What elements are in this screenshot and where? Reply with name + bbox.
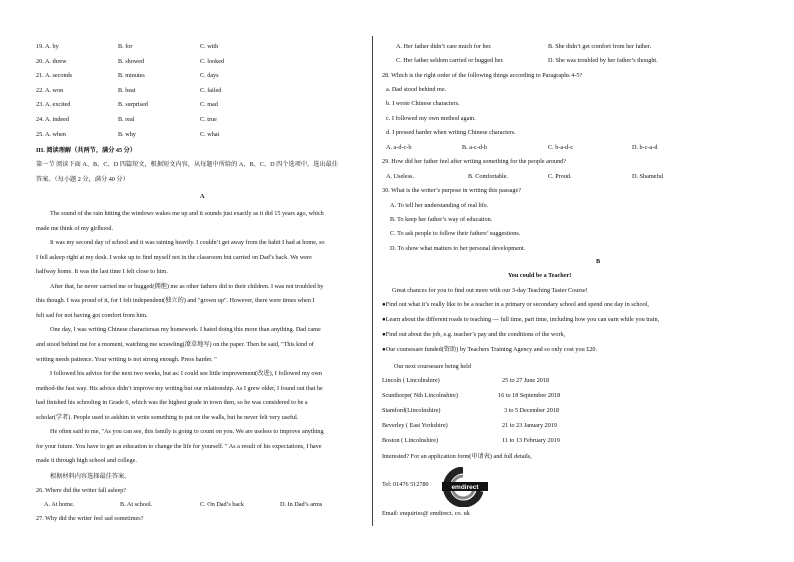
cloze-option-b[interactable]: B. showed <box>118 57 145 65</box>
q28-item: d. I pressed harder when writing Chinese characters. <box>386 129 516 136</box>
cloze-option-c[interactable]: C. what <box>200 130 220 138</box>
section-title: III. 阅读理解（共两节，满分 45 分） <box>36 147 137 154</box>
passage-b-title: You could be a Teacher! <box>508 272 572 279</box>
passage-a-line: One day, I was writing Chinese charactersas my homework. I hated doing this more than anything. Dad came <box>50 326 321 334</box>
passage-a-line: The sound of the rain hitting the windows wakes me up and it sounds just exactly as it did 15 years ago, which <box>50 210 324 217</box>
cloze-option-c[interactable]: C. days <box>200 72 219 80</box>
course-date: 21 to 23 January 2019 <box>502 422 557 429</box>
q29-option-b[interactable]: B. Comfortable. <box>468 173 509 180</box>
course-location: Scunthorpe( Nth Lincolnshire) <box>382 392 458 399</box>
q27-option-d[interactable]: D. She was troubled by her father’s thought. <box>548 57 658 64</box>
cloze-option-a[interactable]: 19. A. by <box>36 43 59 50</box>
course-location: Boston ( Lincolnshire) <box>382 437 439 444</box>
passage-a-line: scholar(学者). People used to askhim to write something to put on the walls, but he never felt very useful. <box>36 413 299 421</box>
course-location: Lincoln ( Lincolnshire) <box>382 377 440 384</box>
telephone: Tel: 01476 512780 <box>382 481 429 488</box>
benefit-item: ●Our coursesare funded(资助) by Teachers Training Agency and so only cost you £20. <box>382 346 598 353</box>
passage-a-line: After that, he never carried me or hugged(拥抱) me as other fathers did to their children. I was not troubled by <box>50 282 324 290</box>
course-location: Stamford(Lincolnshire) <box>382 407 441 414</box>
passage-a-label: A <box>200 193 205 200</box>
q28-item: b. I wrote Chinese characters. <box>386 100 460 107</box>
cloze-option-a[interactable]: 22. A. won <box>36 86 64 94</box>
cloze-option-a[interactable]: 21. A. seconds <box>36 72 73 80</box>
section-instructions: 第一节 阅读下面 A、B、C、D 四篇短文，根据短文内容，从每题中所给的 A、B、C、D 四个选项中，选出最佳 <box>36 161 338 168</box>
question-27-stem: 27. Why did the writer feel sad sometimes? <box>36 515 144 522</box>
q28-item: c. I followed my own method again. <box>386 115 476 122</box>
logo-text: emdirect <box>451 484 479 491</box>
q28-option-b[interactable]: B. a-c-d-b <box>462 144 488 151</box>
column-divider <box>372 36 373 526</box>
benefit-item: ●Find out about the job, e.g. teacher’s pay and the conditions of the work, <box>382 331 566 338</box>
passage-a-line: halfway home. It was the last time I felt close to him. <box>36 268 168 276</box>
q30-option-a[interactable]: A. To tell her understanding of real life. <box>390 202 489 209</box>
question-28-stem: 28. Which is the right order of the following things according to Paragraphs 4-5? <box>382 72 583 79</box>
cloze-option-c[interactable]: C. mad <box>200 101 218 109</box>
question-30-stem: 30. What is the writer’s purpose in writing this passage? <box>382 187 521 194</box>
answer-prompt: 根据材料内容选择最佳答案。 <box>50 473 131 480</box>
cloze-option-b[interactable]: B. why <box>118 130 136 138</box>
q28-option-c[interactable]: C. b-a-d-c <box>548 144 574 151</box>
section-instructions-2: 答案。（每小题 2 分，满分 40 分） <box>36 176 129 183</box>
interested-text: Interested? For an application form(申请表) and full details, <box>382 453 532 460</box>
q28-option-a[interactable]: A. a-d-c-b <box>386 144 412 151</box>
emdirect-logo <box>436 467 490 507</box>
cloze-option-c[interactable]: C. true <box>200 116 217 123</box>
q29-option-a[interactable]: A. Useless. <box>386 173 415 180</box>
cloze-option-b[interactable]: B. minutes <box>118 72 145 80</box>
passage-b-label: B <box>596 258 601 265</box>
passage-a-line: It was my second day of school and it was raining heavily. I couldn’t get away from the habit I had at home, so <box>50 239 325 247</box>
passage-a-line: felt sad for not having got comfort from him. <box>36 311 148 319</box>
passage-a-line: made me think of my girlhood. <box>36 224 113 232</box>
email: Email: enquiries@ emdirect. co. uk <box>382 510 470 517</box>
cloze-option-b[interactable]: B. for <box>118 43 133 50</box>
cloze-option-c[interactable]: C. failed <box>200 86 222 94</box>
course-date: 16 to 18 September 2018 <box>498 392 561 399</box>
cloze-option-a[interactable]: 23. A. excited <box>36 101 71 109</box>
course-date: 11 to 13 February 2019 <box>502 437 560 444</box>
q28-item: a. Dad stood behind me. <box>386 86 447 93</box>
q29-option-d[interactable]: D. Shameful <box>632 173 664 180</box>
q26-option-a[interactable]: A. At home. <box>44 501 75 508</box>
course-location: Beverley ( East Yorkshire) <box>382 422 448 429</box>
courses-heading: Our next coursesare being held <box>394 363 471 370</box>
passage-a-line: I fell asleep right at my desk. I woke up to find myself not in the classroom but carried on Dad’s back. We were <box>36 253 312 261</box>
course-date: 3 to 5 December 2018 <box>504 407 559 414</box>
cloze-option-a[interactable]: 20. A. threw <box>36 57 67 65</box>
passage-a-line: writing needs patience. Your writing is not strong enough. Press harder. " <box>36 355 217 363</box>
passage-a-line: for your future. You have to get an education to change the life for yourself. " As a result of his expectations, I have <box>36 442 322 450</box>
passage-b-intro: Great chances for you to find out more with our 3-day Teaching Taster Course! <box>392 287 588 294</box>
benefit-item: ●Find out what it’s really like to be a teacher in a primary or secondary school and spend one day in school, <box>382 301 649 308</box>
passage-a-line: He often said to me, "As you can see, this family is going to count on you. We are useless to improve anything <box>50 428 324 436</box>
passage-a-line: made it through high school and college. <box>36 457 137 465</box>
q27-option-a[interactable]: A. Her father didn’t care much for her. <box>396 43 492 50</box>
question-29-stem: 29. How did her father feel after writing something for the people around? <box>382 158 567 165</box>
q29-option-c[interactable]: C. Proud. <box>548 173 572 180</box>
q30-option-d[interactable]: D. To show what matters to her personal development. <box>390 245 526 252</box>
passage-a-line: this though. I was proud of it, for I felt independent(独立的) and "grown up". However, there were times when I <box>36 297 315 305</box>
cloze-option-c[interactable]: C. with <box>200 43 219 50</box>
q26-option-c[interactable]: C. On Dad’s back <box>200 501 244 508</box>
q27-option-c[interactable]: C. Her father seldom carried or hugged her. <box>396 57 504 64</box>
benefit-item: ●Learn about the different roads to teaching — full time, part time, including how you can earn while you train, <box>382 316 660 323</box>
q27-option-b[interactable]: B. She didn’t get comfort from her father. <box>548 43 652 50</box>
passage-a-line: I followed his advice for the next two weeks, but as: I could see little improvement(改进), I followed my own <box>50 370 323 378</box>
q30-option-b[interactable]: B. To keep her father’s way of education. <box>390 216 493 223</box>
course-date: 25 to 27 June 2018 <box>502 377 550 384</box>
cloze-option-b[interactable]: B. surprised <box>118 101 148 109</box>
cloze-option-b[interactable]: B. real <box>118 116 135 123</box>
passage-a-line: had finished his schooling in Grade 6, which was the highest grade in town then, so he was considered to be a <box>36 399 308 407</box>
cloze-option-c[interactable]: C. looked <box>200 57 225 65</box>
q28-option-d[interactable]: D. b-c-a-d <box>632 144 658 151</box>
q26-option-b[interactable]: B. At school. <box>120 501 153 508</box>
passage-a-line: method-the fast way. His advice didn’t improve my writing but our relationship. As I grew older, I found out that he <box>36 384 323 392</box>
cloze-option-a[interactable]: 24. A. indeed <box>36 116 69 123</box>
cloze-option-b[interactable]: B. beat <box>118 86 136 94</box>
q30-option-c[interactable]: C. To ask people to follow their fathers’ suggestions. <box>390 230 521 237</box>
question-26-stem: 26. Where did the writer fall asleep? <box>36 487 127 494</box>
q26-option-d[interactable]: D. In Dad’s arms <box>280 501 323 508</box>
cloze-option-a[interactable]: 25. A. when <box>36 130 66 138</box>
passage-a-line: and stood behind me for a moment, watching me scrawling(潦草地写) on the paper. Then he said, "This kind of <box>36 340 314 348</box>
